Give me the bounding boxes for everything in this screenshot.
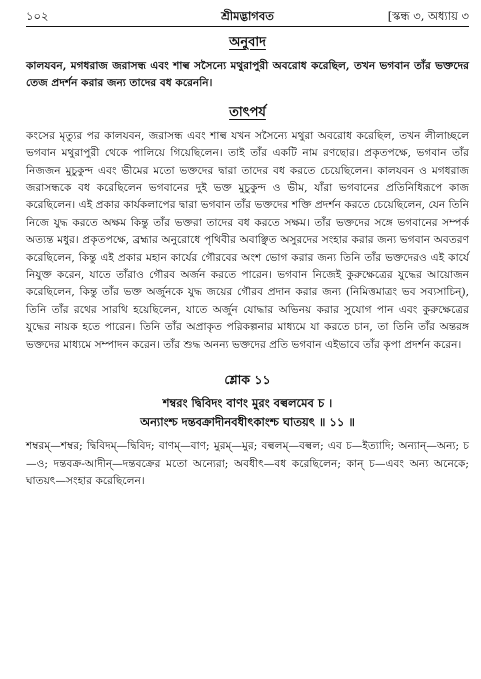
- purport-heading: তাৎপর্য: [229, 104, 266, 120]
- page-number: ১০২: [26, 9, 49, 23]
- verse-line-1: শম্বরং দ্বিবিদং বাণং মুরং বল্বলমেব চ ।: [162, 396, 333, 411]
- header-rule: [26, 26, 469, 27]
- book-title: শ্রীমদ্ভাগবত: [221, 9, 274, 23]
- verse-line-2: অন্যাংশ্চ দন্তবক্রাদীনবধীৎকাংশ্চ ঘাতয়ৎ ॥ ১১ ॥: [140, 415, 355, 430]
- section-reference: [স্কন্ধ ৩, অধ্যায় ৩: [387, 9, 469, 23]
- purport-paragraph: কংসের মৃত্যুর পর কালযবন, জরাসন্ধ এবং শাল্ব যখন সসৈন্যে মথুরা অবরোধ করেছিল, তখন লীলাচ্ছলে ভগবান মথুরাপুরী থেকে পালিয়ে গিয়েছিলেন। তাই তাঁর একটি নাম রণছোর। প্রকৃতপক্ষে, ভগবান তাঁর নিজজন মুচুকুন্দ এবং ভীমের মতো ভক্তদের দ্বারা তাদের বধ করতে চেয়েছিলেন। কালযবন ও মগধরাজ জরাসন্ধকে বধ করেছিলেন ভগবানের দুই ভক্ত মুচুকুন্দ ও ভীম, যাঁরা ভগবানের প্রতিনিধিরূপে কাজ করেছিলেন। এই প্রকার কার্যকলাপের দ্বারা ভগবান তাঁর ভক্তদের শক্তি প্রদর্শন করতে চেয়েছিলেন, যেন তিনি নিজে যুদ্ধ করতে অক্ষম কিন্তু তাঁর ভক্তরা তাদের বধ করতে সক্ষম। তাঁর ভক্তদের সঙ্গে ভগবানের সম্পর্ক অত্যন্ত মধুর। প্রকৃতপক্ষে, ব্রহ্মার অনুরোধে পৃথিবীর অবাঞ্ছিত অসুরদের সংহার করার জন্য ভগবান অবতরণ করেছিলেন, কিন্তু এই প্রকার মহান কার্যের গৌরবের অংশ ভোগ করার জন্য তিনি তাঁর ভক্তদেরও এই কার্যে নিযুক্ত করেন, যাতে তাঁরাও গৌরব অর্জন করতে পারেন। ভগবান নিজেই কুরুক্ষেত্রের যুদ্ধের আয়োজন করেছিলেন, কিন্তু তাঁর ভক্ত অর্জুনকে যুদ্ধ জয়ের গৌরব প্রদান করার জন্য (নিমিত্তমাত্রং ভব সব্যসাচিন্), তিনি তাঁর রথের সারথি হয়েছিলেন, যাতে অর্জুন যোদ্ধার অভিনয় করার সুযোগ পান এবং কুরুক্ষেত্রের যুদ্ধের নায়ক হতে পারেন। তিনি তাঁর অপ্রাকৃত পরিকল্পনার মাধ্যমে যা করতে চান, তা তিনি তাঁর অন্তরঙ্গ ভক্তদের মাধ্যমে সম্পাদন করেন। তাঁর শুদ্ধ অনন্য ভক্তদের প্রতি ভগবান এইভাবে তাঁর কৃপা প্রদর্শন করেন।: [26, 129, 469, 351]
- translation-text: কালযবন, মগধরাজ জরাসন্ধ এবং শাল্ব সসৈন্যে মথুরাপুরী অবরোধ করেছিল, তখন ভগবান তাঁর ভক্তদের তেজ প্রদর্শন করার জন্য তাদের বধ করেননি।: [26, 60, 469, 90]
- verse-title: শ্লোক ১১: [224, 372, 271, 388]
- synonyms-text: শম্বরম্—শম্বর; দ্বিবিদম্—দ্বিবিদ; বাণম্—বাণ; মুরম্—মুর; বল্বলম্—বল্বল; এব চ—ইত্যাদি; অন্যান্—অন্য; চ—ও; দন্তবক্র-আদীন্—দন্তবক্রের মতো অন্যেরা; অবধীৎ—বধ করেছিলেন; কান্ চ—এবং অন্য অনেকে; ঘাতয়ৎ—সংহার করেছিলেন।: [26, 440, 469, 487]
- translation-heading: অনুবাদ: [229, 35, 266, 50]
- page-header: [26, 6, 469, 26]
